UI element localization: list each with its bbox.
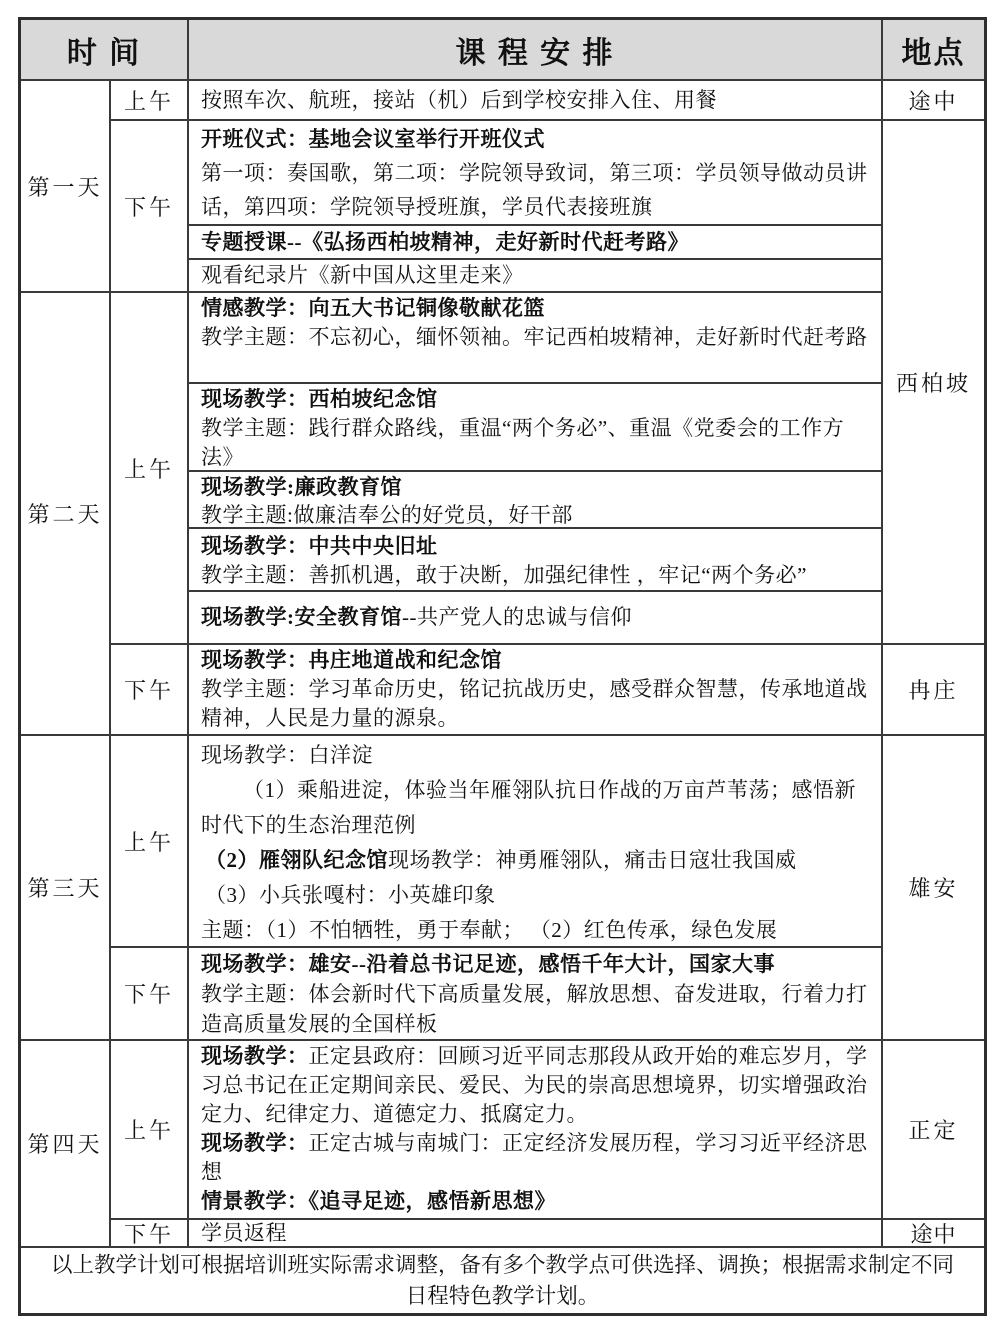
header-time: 时 间 [21, 20, 189, 81]
day1-pm-documentary: 观看纪录片《新中国从这里走来》 [189, 260, 883, 293]
day1-pm-lecture: 专题授课--《弘扬西柏坡精神，走好新时代赶考路》 [189, 226, 883, 260]
zhengding-city-bold: 现场教学： [201, 1131, 309, 1155]
day3-pm-xiongan-teaching [189, 948, 883, 1041]
yanling-team-bold: （2）雁翎队纪念馆 [205, 848, 388, 872]
day2-label: 第二天 [21, 293, 111, 736]
zhengding-location: 正定 [883, 1041, 984, 1220]
security-hall-body: --共产党人的忠诚与信仰 [402, 605, 632, 629]
day4-pm-location: 途中 [883, 1220, 984, 1248]
day4-am-zhengding-teaching [189, 1041, 883, 1220]
xiongan-teaching-body: 教学主题：体会新时代下高质量发展，解放思想、奋发进取，行着力打造高质量发展的全国样板 [201, 982, 868, 1036]
zhengding-gov-bold: 现场教学： [201, 1044, 309, 1068]
day1-label: 第一天 [21, 81, 111, 293]
baiyangdian-themes: 主题：（1）不怕牺牲，勇于奉献； （2）红色传承，绿色发展 [201, 918, 778, 942]
day4-label: 第四天 [21, 1041, 111, 1248]
emotion-teaching-title: 情感教学：向五大书记铜像敬献花篮 [201, 296, 545, 320]
day2-am-integrity-hall [189, 472, 883, 529]
day4-pm-return: 学员返程 [189, 1220, 883, 1248]
footer-note [21, 1248, 984, 1313]
integrity-hall-body: 教学主题:做廉洁奉公的好党员，好干部 [201, 503, 573, 527]
day2-pm-ranzhuang-tunnel [189, 645, 883, 736]
day1-pm-label: 下午 [111, 121, 189, 293]
day4-am-label: 上午 [111, 1041, 189, 1220]
day4-pm-label: 下午 [111, 1220, 189, 1248]
xiongan-teaching-title: 现场教学：雄安--沿着总书记足迹，感悟千年大计，国家大事 [201, 952, 775, 976]
day2-am-label: 上午 [111, 293, 189, 645]
ranzhuang-tunnel-title: 现场教学：冉庄地道战和纪念馆 [201, 648, 502, 672]
day1-am-location: 途中 [883, 81, 984, 121]
zhangga-village-item: （3）小兵张嘎村：小英雄印象 [205, 883, 496, 907]
header-location: 地点 [883, 20, 984, 81]
day1-am-course: 按照车次、航班，接站（机）后到学校安排入住、用餐 [189, 81, 883, 121]
day1-pm-opening-ceremony [189, 121, 883, 226]
day3-am-label: 上午 [111, 736, 189, 948]
schedule-table [18, 17, 987, 1316]
day3-am-baiyangdian [189, 736, 883, 948]
day2-am-memorial-hall [189, 384, 883, 472]
day2-pm-label: 下午 [111, 645, 189, 736]
ranzhuang-location: 冉庄 [883, 645, 984, 736]
zhengding-city-rest: 正定古城与南城门：正定经济发展历程，学习习近平经济思想 [201, 1131, 868, 1184]
zhengding-gov-rest: 正定县政府：回顾习近平同志那段从政开始的难忘岁月，学习总书记在正定期间亲民、爱民、为民的崇高思想境界，切实增强政治定力、纪律定力、道德定力、抵腐定力。 [201, 1044, 868, 1126]
day2-am-emotion-teaching [189, 293, 883, 384]
cpc-site-title: 现场教学：中共中央旧址 [201, 534, 438, 558]
opening-ceremony-title: 开班仪式：基地会议室举行开班仪式 [201, 127, 545, 151]
xiongan-location: 雄安 [883, 736, 984, 1041]
xibaipo-location: 西柏坡 [883, 121, 984, 645]
header-course: 课 程 安 排 [189, 20, 883, 81]
footer-note-text: 以上教学计划可根据培训班实际需求调整，备有多个教学点可供选择、调换；根据需求制定不同日程特色教学计划。 [50, 1252, 954, 1308]
emotion-teaching-body: 教学主题：不忘初心，缅怀领袖。牢记西柏坡精神，走好新时代赶考路 [201, 325, 868, 349]
day2-am-cpc-site [189, 529, 883, 592]
security-hall-title: 现场教学:安全教育馆 [201, 605, 402, 629]
baiyangdian-item1: （1）乘船进淀，体验当年雁翎队抗日作战的万亩芦苇荡；感悟新时代下的生态治理范例 [201, 778, 856, 837]
scene-teaching-title: 情景教学：《追寻足迹，感悟新思想》 [201, 1189, 556, 1213]
day2-am-security-hall [189, 592, 883, 645]
integrity-hall-title: 现场教学:廉政教育馆 [201, 475, 402, 499]
day3-pm-label: 下午 [111, 948, 189, 1041]
ranzhuang-tunnel-body: 教学主题：学习革命历史，铭记抗战历史，感受群众智慧，传承地道战精神，人民是力量的源泉。 [201, 677, 868, 730]
memorial-hall-body: 教学主题：践行群众路线，重温“两个务必”、重温《党委会的工作方法》 [201, 416, 845, 469]
baiyangdian-title: 现场教学：白洋淀 [201, 743, 373, 767]
cpc-site-body: 教学主题：善抓机遇，敢于决断，加强纪律性 ，牢记“两个务必” [201, 563, 807, 587]
opening-ceremony-body: 第一项：奏国歌，第二项：学院领导致词，第三项：学员领导做动员讲话，第四项：学院领导授班旗，学员代表接班旗 [201, 161, 868, 219]
day3-label: 第三天 [21, 736, 111, 1041]
day1-am-label: 上午 [111, 81, 189, 121]
yanling-team-rest: 现场教学：神勇雁翎队，痛击日寇壮我国威 [388, 848, 797, 872]
memorial-hall-title: 现场教学：西柏坡纪念馆 [201, 387, 438, 411]
